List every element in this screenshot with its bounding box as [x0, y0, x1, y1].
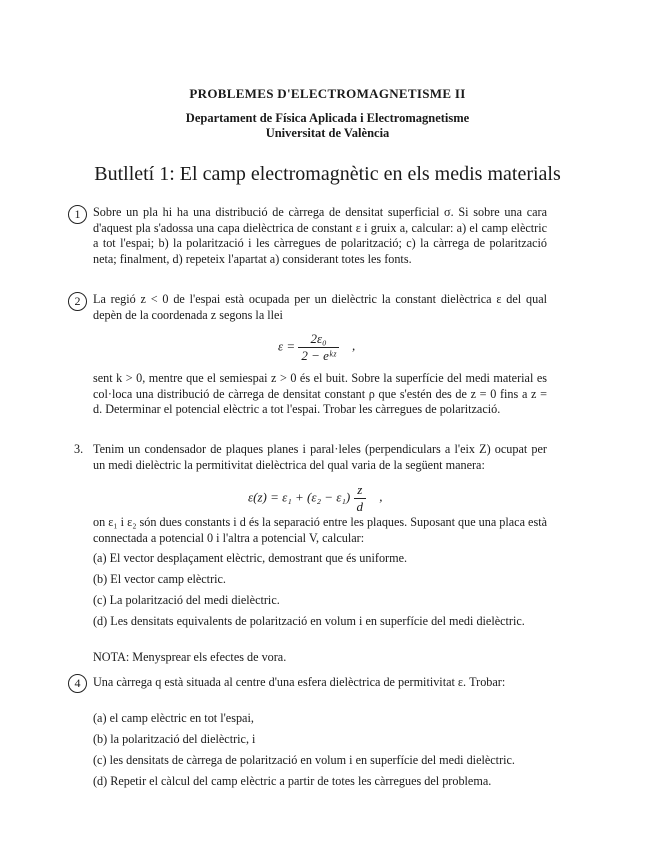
problem-number: 3. [74, 442, 84, 456]
formula-numerator: z [354, 482, 367, 499]
formula-fraction [354, 482, 367, 515]
formula-denominator: 2 − eᵏᶻ [301, 348, 336, 363]
formula-denominator: d [356, 499, 363, 514]
problem-4-text: Una càrrega q està situada al centre d'una esfera dielèctrica de permitivitat ε. Trobar: [93, 675, 506, 689]
problem-item: (a) El vector desplaçament elèctric, demostrant que és uniforme. [93, 551, 408, 565]
department-name: Departament de Física Aplicada i Electromagnetisme [185, 111, 470, 125]
problem-item: (c) La polarització del medi dielèctric. [93, 593, 280, 607]
problem-2-formula [278, 331, 355, 364]
formula-lhs: ε = [278, 338, 296, 354]
problem-item: (d) Les densitats equivalents de polarització en volum i en superfície del medi dielèctric. [93, 614, 525, 628]
problem-2-text-continued: sent k > 0, mentre que el semiespai z > 0 és el buit. Sobre la superfície del medi material es col·loca una distribució de càrrega de densitat constant ρ que s'estén des de z = 0 fins a z = d. Determinar el potencial elèctric a tot l'espai. Trobar les càrregues de polarització. [93, 371, 547, 417]
formula-fraction [298, 331, 338, 364]
problem-number-circle: 2 [68, 292, 87, 311]
problem-number-circle: 1 [68, 205, 87, 224]
formula-numerator: 2ε₀ [298, 331, 338, 348]
problem-2-text: La regió z < 0 de l'espai està ocupada per un dielèctric la constant dielèctrica ε del qual depèn de la coordenada z segons la llei [93, 292, 547, 322]
formula-tail: , [352, 338, 356, 354]
formula-lhs: ε(z) = ε₁ + (ε₂ − ε₁) [248, 489, 351, 505]
problem-note: NOTA: Menysprear els efectes de vora. [93, 650, 287, 664]
department-affiliation [0, 111, 655, 141]
formula-tail: , [379, 489, 383, 505]
problem-item: (d) Repetir el càlcul del camp elèctric a partir de totes les càrregues del problema. [93, 774, 492, 788]
problem-3-formula [248, 482, 383, 515]
problem-item: (b) la polarització del dielèctric, i [93, 732, 256, 746]
problem-item: (a) el camp elèctric en tot l'espai, [93, 711, 254, 725]
course-title: PROBLEMES D'ELECTROMAGNETISME II [189, 86, 466, 101]
bulletin-title: Butlletí 1: El camp electromagnètic en els medis materials [94, 163, 561, 185]
university-name: Universitat de València [265, 126, 390, 140]
problem-item: (c) les densitats de càrrega de polarització en volum i en superfície del medi dielèctric. [93, 753, 515, 767]
problem-3-text-continued: on ε₁ i ε₂ són dues constants i d és la separació entre les plaques. Suposant que una placa està connectada a potencial 0 i l'altra a potencial V, calcular: [93, 515, 547, 545]
problem-item: (b) El vector camp elèctric. [93, 572, 226, 586]
problem-number-circle: 4 [68, 674, 87, 693]
problem-3-text: Tenim un condensador de plaques planes i paral·leles (perpendiculars a l'eix Z) ocupat per un medi dielèctric la permitivitat dielèctrica del qual varia de la següent manera: [93, 442, 547, 472]
problem-1-text: Sobre un pla hi ha una distribució de càrrega de densitat superficial σ. Si sobre una cara d'aquest pla s'adossa una capa dielèctrica de constant ε i gruix a, calcular: a) el camp elèctric a tot l'espai; b) la polarització i les càrregues de polarització; c) la càrrega de polarització neta; finalment, d) repeteix l'apartat a) considerant totes les fonts. [93, 205, 547, 266]
